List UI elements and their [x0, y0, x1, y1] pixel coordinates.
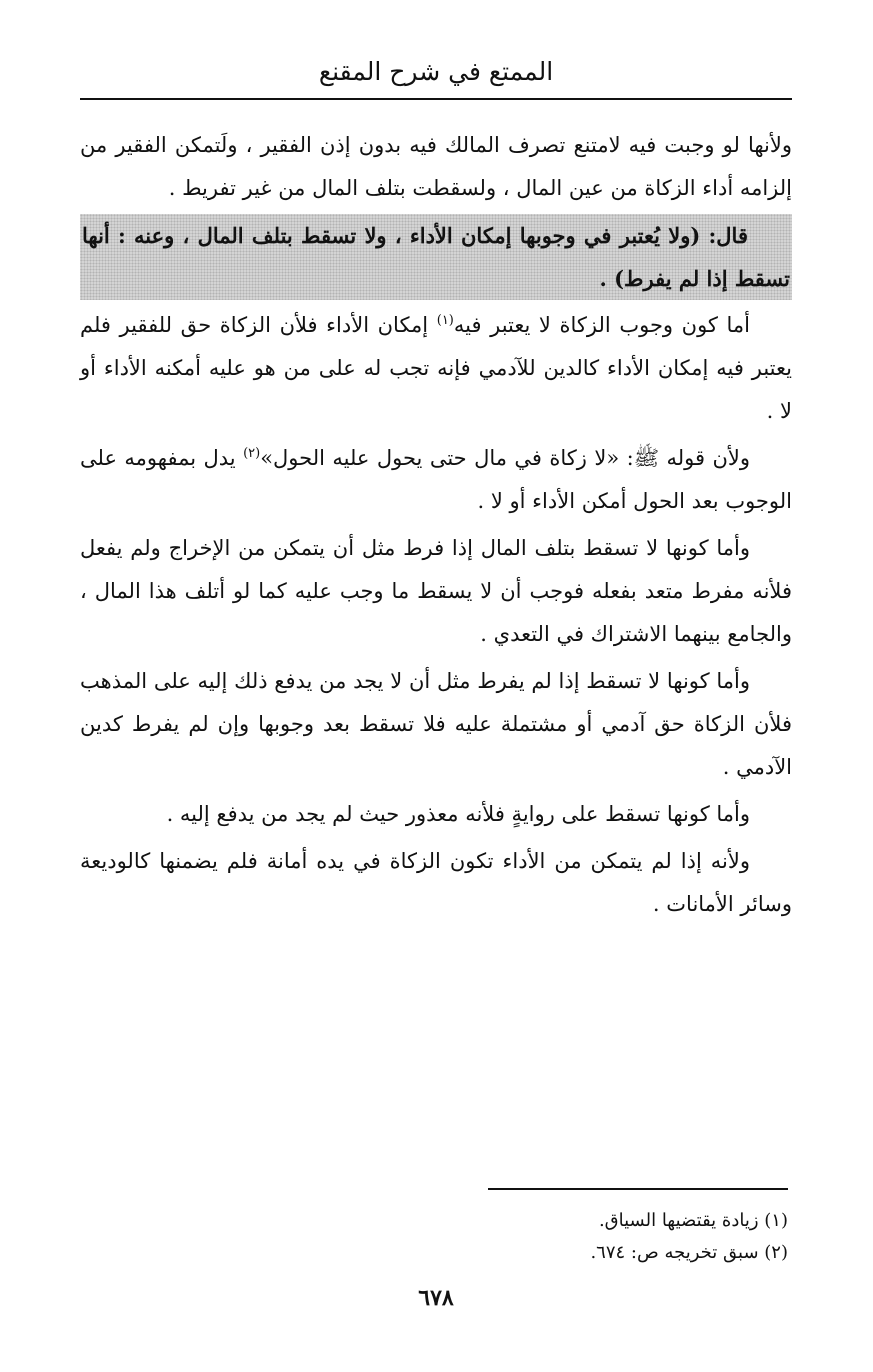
- footnote-1: (١) زيادة يقتضيها السياق.: [598, 1210, 788, 1231]
- footnote-ref-1: (١): [436, 313, 454, 328]
- footnote-divider: [488, 1188, 788, 1190]
- paragraph-text: أما كون وجوب الزكاة لا يعتبر فيه: [453, 313, 750, 337]
- page-number: ٦٧٨: [418, 1285, 454, 1311]
- header-divider: [80, 98, 792, 100]
- paragraph: [80, 437, 792, 523]
- paragraph: ولأنه إذا لم يتمكن من الأداء تكون الزكاة في يده أمانة فلم يضمنها كالوديعة وسائر الأمانات .: [80, 849, 792, 916]
- footnote-ref-2: (٢): [243, 446, 261, 461]
- paragraph-text: ولأن قوله ﷺ: «لا زكاة في مال حتى يحول عليه الحول»: [260, 446, 751, 470]
- paragraph: وأما كونها لا تسقط بتلف المال إذا فرط مثل أن يتمكن من الإخراج ولم يفعل فلأنه مفرط متعد بفعله فوجب أن لا يسقط ما وجب عليه كما لو أتلف هذا المال ، والجامع بينهما الاشتراك في التعدي .: [80, 536, 792, 646]
- highlighted-matn: قال: (ولا يُعتبر في وجوبها إمكان الأداء ، ولا تسقط بتلف المال ، وعنه : أنها تسقط إذا لم يفرط) .: [80, 214, 792, 300]
- footnotes: [80, 1205, 792, 1269]
- main-text: [80, 124, 792, 930]
- paragraph-text: يدل بمفهومه على الوجوب بعد الحول أمكن الأداء أو لا .: [80, 446, 792, 513]
- paragraph: وأما كونها لا تسقط إذا لم يفرط مثل أن لا يجد من يدفع ذلك إليه على المذهب فلأن الزكاة حق آدمي أو مشتملة عليه فلا تسقط بعد وجوبها وإن لم يفرط كدين الآدمي .: [80, 669, 792, 779]
- paragraph: ولأنها لو وجبت فيه لامتنع تصرف المالك فيه بدون إذن الفقير ، ولَتمكن الفقير من إلزامه أداء الزكاة من عين المال ، ولسقطت بتلف المال من غير تفريط .: [80, 133, 792, 200]
- paragraph-text: إمكان الأداء فلأن الزكاة حق للفقير فلم يعتبر فيه إمكان الأداء كالدين للآدمي فإنه تجب له على من هو عليه أمكنه الأداء أو لا .: [80, 313, 792, 423]
- paragraph: وأما كونها تسقط على روايةٍ فلأنه معذور حيث لم يجد من يدفع إليه .: [166, 802, 750, 826]
- paragraph: [80, 304, 792, 433]
- running-header: الممتع في شرح المقنع: [318, 57, 554, 86]
- footnote-2: (٢) سبق تخريجه ص: ٦٧٤.: [590, 1242, 788, 1263]
